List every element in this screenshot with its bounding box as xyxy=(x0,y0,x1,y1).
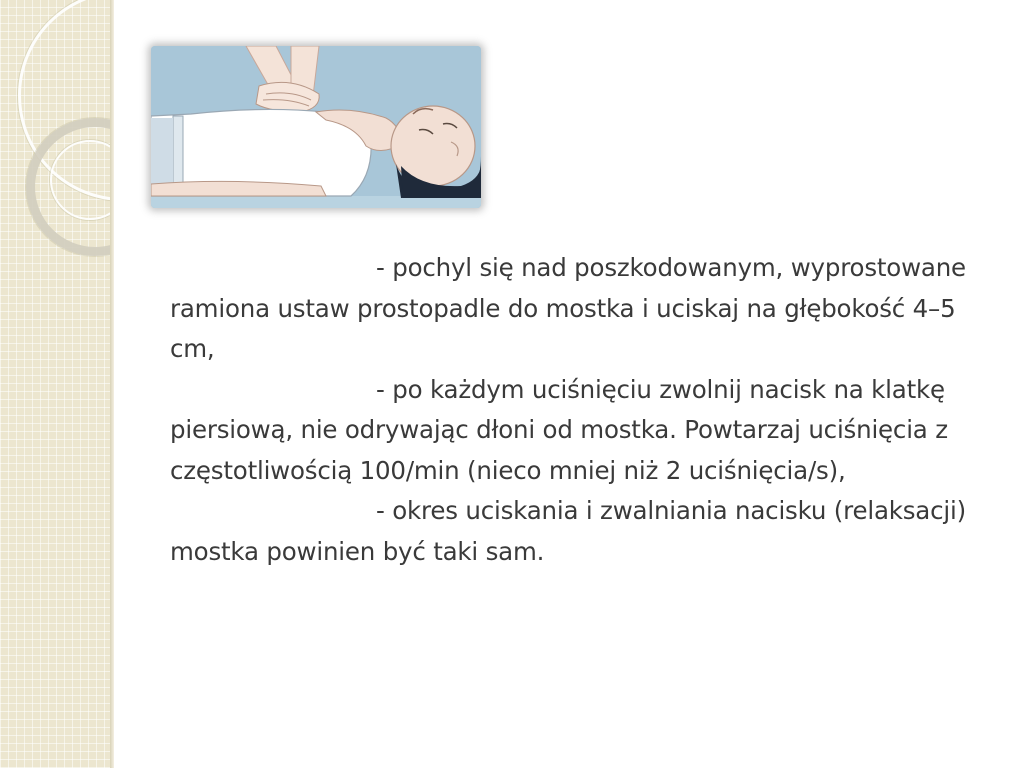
panel-divider xyxy=(110,0,114,768)
decorative-side-panel xyxy=(0,0,110,768)
instruction-paragraph xyxy=(170,248,1000,370)
instruction-text-line: - po każdym uciśnięciu zwolnij nacisk na klatkę piersiową, nie odrywając dłoni od mostka. Powtarzaj uciśnięcia z częstotliwością 100/min (nieco mniej niż 2 uciśnięcia/s), xyxy=(170,374,948,485)
instruction-paragraph xyxy=(170,491,1000,572)
instruction-text-line: - okres uciskania i zwalniania nacisku (relaksacji) mostka powinien być taki sam. xyxy=(170,496,966,566)
instruction-paragraph xyxy=(170,370,1000,492)
cpr-illustration-svg xyxy=(151,46,481,208)
cpr-chest-compression-illustration xyxy=(151,46,481,208)
instruction-text-line: - pochyl się nad poszkodowanym, wyprostowane ramiona ustaw prostopadle do mostka i uciskaj na głębokość 4–5 cm, xyxy=(170,253,966,363)
instruction-text xyxy=(170,248,1000,572)
